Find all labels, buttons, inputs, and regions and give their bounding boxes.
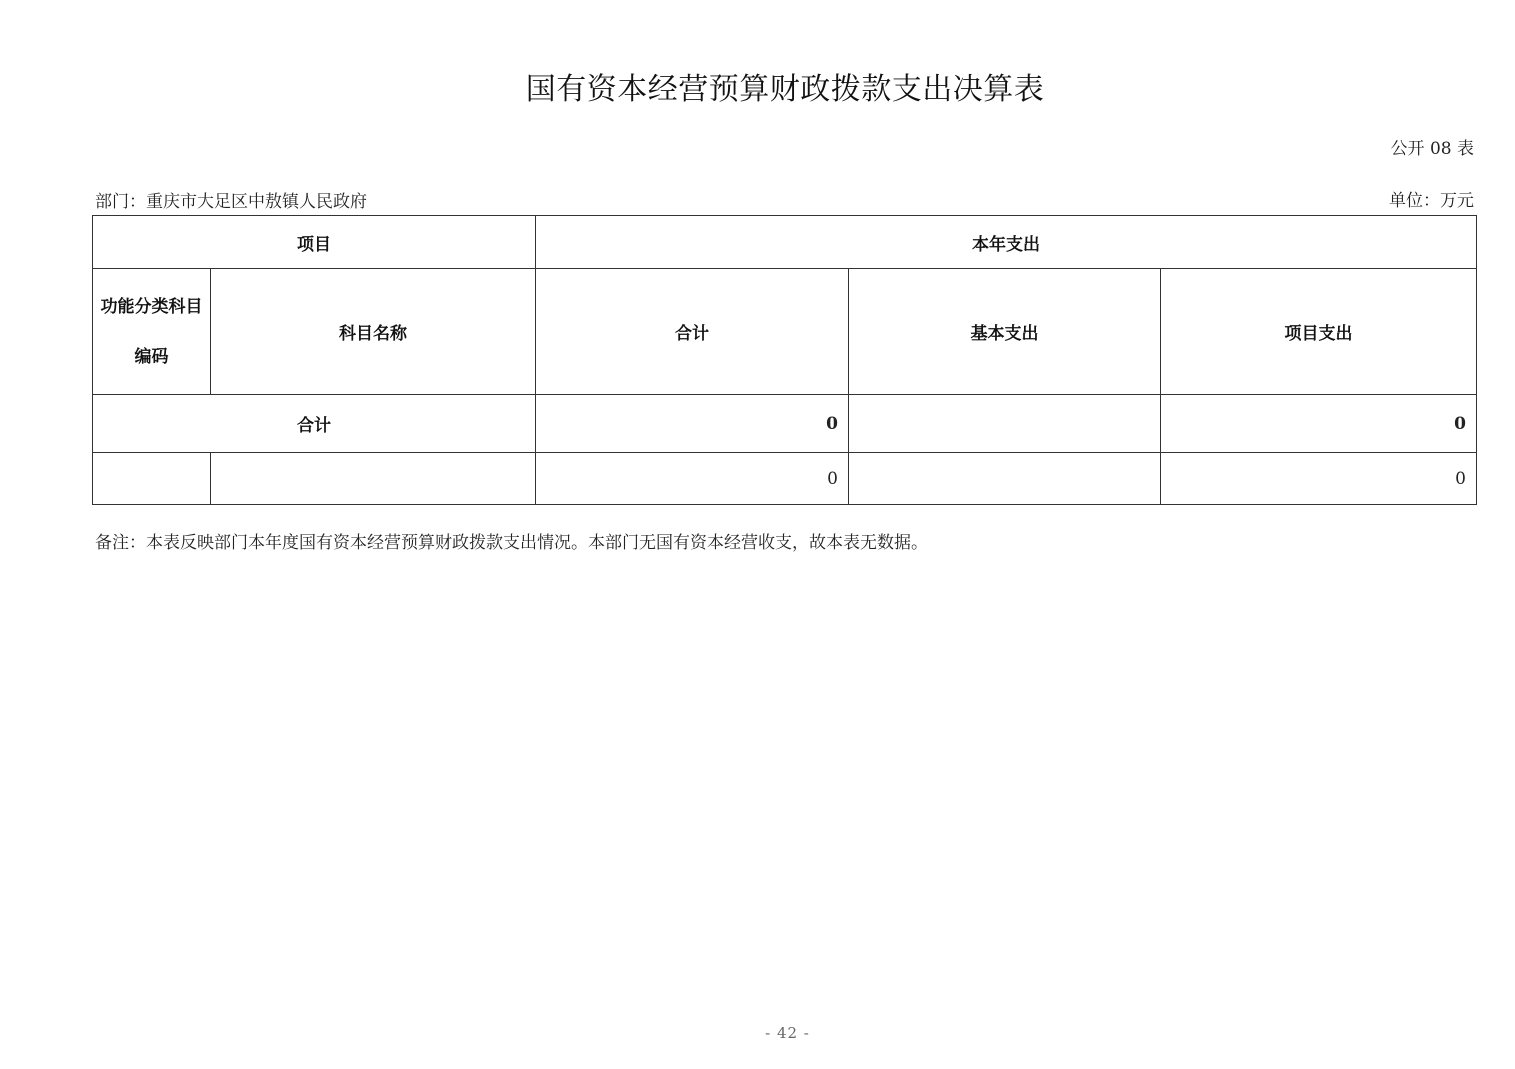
header-function-code-line2: 编码 [134, 346, 169, 367]
row-code [93, 453, 211, 505]
header-current-year-expense: 本年支出 [536, 216, 1477, 269]
header-function-code-line1: 功能分类科目 [100, 296, 203, 317]
total-row-total: 0 [536, 395, 849, 453]
table-row [93, 453, 1477, 505]
document-title: 国有资本经营预算财政拨款支出决算表 [525, 72, 1045, 107]
table-note: 备注：本表反映部门本年度国有资本经营预算财政拨款支出情况。本部门无国有资本经营收支，故本表无数据。 [95, 533, 928, 553]
header-row-1 [93, 216, 1477, 269]
table-code: 公开 08 表 [1390, 139, 1474, 159]
unit-label: 单位：万元 [1389, 191, 1474, 211]
header-project: 项目 [93, 216, 536, 269]
row-basic [849, 453, 1161, 505]
header-project-expense: 项目支出 [1161, 269, 1477, 395]
department-label: 部门：重庆市大足区中敖镇人民政府 [95, 192, 367, 212]
header-total: 合计 [536, 269, 849, 395]
header-basic-expense: 基本支出 [849, 269, 1161, 395]
total-row [93, 395, 1477, 453]
expense-table [92, 215, 1477, 505]
total-row-label: 合计 [93, 395, 536, 453]
row-name [211, 453, 536, 505]
page-number: - 42 - [765, 1024, 810, 1042]
header-row-2 [93, 269, 1477, 395]
header-subject-name: 科目名称 [211, 269, 536, 395]
row-total: 0 [536, 453, 849, 505]
row-project: 0 [1161, 453, 1477, 505]
total-row-project: 0 [1161, 395, 1477, 453]
header-function-code [93, 269, 211, 395]
total-row-basic [849, 395, 1161, 453]
